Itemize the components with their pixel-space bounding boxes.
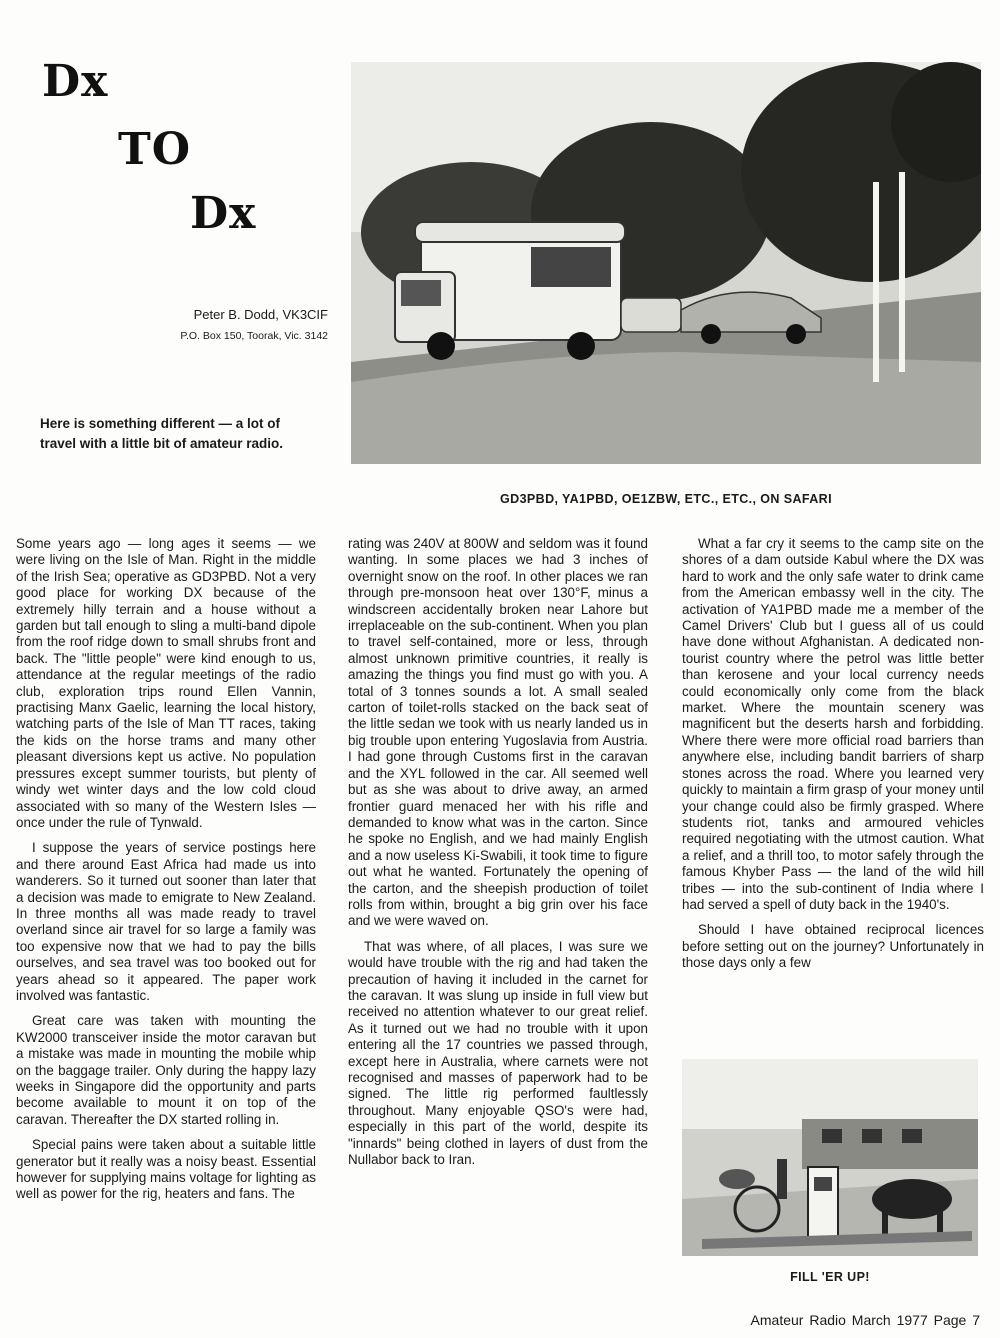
paragraph: rating was 240V at 800W and seldom was it found wanting. In some places we had 3 inches of overnight snow on the roof. In other places we ran through pre-monsoon heat over 130°F, minus a windscreen accidentally broken near Lahore but irreplaceable on the sub-continent. When you plan to travel self-contained, more or less, through almost unknown primitive countries, it really is amazing the things you find must go with you. A total of 3 tonnes sounds a lot. A small sealed carton of toilet-rolls stacked on the back seat of the little sedan we took with us nearly landed us in big trouble upon entering Yugoslavia from Austria. I had gone through Customs first in the caravan and the XYL followed in the car. All seemed well but as she was about to drive away, an armed frontier guard menaced her with his rifle and demanded to know what was in the carton. Since he spoke no English, and we had mainly English and a now useless Ki-Swabili, it took time to figure out what he wanted. Fortunately the opening of the carton, and the sheepish production of toilet rolls from within, brought a big grin over his face and we were waved on. <box>348 536 648 929</box>
title-to: TO <box>118 124 192 175</box>
title-dx-2: Dx <box>190 188 257 239</box>
paragraph: Great care was taken with mounting the KW2000 transceiver inside the motor caravan but a mistake was made in mounting the mobile whip on the baggage trailer. Only during the happy lazy weeks in Singapore did the opportunity and parts become available to mount it on top of the caravan. Thereafter the DX started rolling in. <box>16 1013 316 1127</box>
author-name: Peter B. Dodd, VK3CIF <box>193 307 328 322</box>
paragraph: That was where, of all places, I was sure we would have trouble with the rig and had taken the precaution of having it included in the carnet for the caravan. It was slung up inside in full view but received no attention whatever to our great relief. As it turned out we had no trouble with it upon entering all the 17 countries we passed through, except here in Australia, where carnets were not recognised and masses of paperwork had to be signed. The little rig performed faultlessly throughout. Many enjoyable QSO's were had, especially in this part of the world, despite its "innards" being clothed in layers of dust from the Nullabor back to Iran. <box>348 938 648 1168</box>
caravan-photo <box>351 62 981 464</box>
paragraph: Special pains were taken about a suitable little generator but it really was a noisy beast. Essential however for supplying mains voltage for lighting as well as power for the rig, heaters and fans. The <box>16 1137 316 1202</box>
column-3 <box>682 536 984 981</box>
photo-caption: GD3PBD, YA1PBD, OE1ZBW, ETC., ETC., ON SAFARI <box>500 492 832 506</box>
petrol-station-photo <box>682 1059 978 1256</box>
intro-blurb: Here is something different — a lot of travel with a little bit of amateur radio. <box>40 416 284 451</box>
author-address: P.O. Box 150, Toorak, Vic. 3142 <box>180 330 328 342</box>
paragraph: I suppose the years of service postings here and there around East Africa had made us into wanderers. So it turned out sooner than later that a decision was made to emigrate to New Zealand. In three months all was made ready to travel overland since air travel for so large a family was too expensive now that we had to pay the bills ourselves, and sea travel was too booked out for years ahead so it appeared. The paper work involved was fantastic. <box>16 840 316 1003</box>
title-dx-1: Dx <box>42 56 109 107</box>
inset-caption: FILL 'ER UP! <box>790 1270 870 1284</box>
paragraph: Should I have obtained reciprocal licences before setting out on the journey? Unfortunately in those days only a few <box>682 922 984 971</box>
column-1 <box>16 536 316 1212</box>
paragraph: What a far cry it seems to the camp site on the shores of a dam outside Kabul where the DX was hard to work and the only safe water to drink came from the American embassy well in the city. The activation of YA1PBD made me a member of the Camel Drivers' Club but I guess all of us could have done without Afghanistan. A dedicated non-tourist country where the petrol was little better than kerosene and your local currency needs could economically only come from the black market. Where the mountain scenery was magnificent but the deserts harsh and forbidding. Where there were more official road barriers than anywhere else, including bandit barriers of sharp stones across the road. Where you learned very quickly to maintain a firm grasp of your money until your change could also be firmly grasped. Where students riot, tanks and armoured vehicles required negotiating with the utmost caution. What a relief, and a thrill too, to motor safely through the famous Khyber Pass — the land of the wild hill tribes — into the sub-continent of India where I had served a spell of duty back in the 1940's. <box>682 536 984 912</box>
column-2 <box>348 536 648 1177</box>
page-footer: Amateur Radio March 1977 Page 7 <box>750 1312 980 1328</box>
paragraph: Some years ago — long ages it seems — we were living on the Isle of Man. Right in the middle of the Irish Sea; operative as GD3PBD. Not a very good place for working DX because of the extremely hilly terrain and a house without a garden but tall enough to sling a multi-band dipole from the roof ridge down to small shrubs front and back. The "little people" were kind enough to us, attendance at the regular meetings of the radio club, exploration trips round Ellen Vannin, practising Manx Gaelic, learning the local history, watching parts of the Isle of Man TT races, taking the kids on the horse trams and many other pleasant diversions kept us active. No population pressures except summer tourists, but plenty of windy wet winter days and the low cold cloud associated with so many of the Western Isles — once under the rule of Tynwald. <box>16 536 316 830</box>
